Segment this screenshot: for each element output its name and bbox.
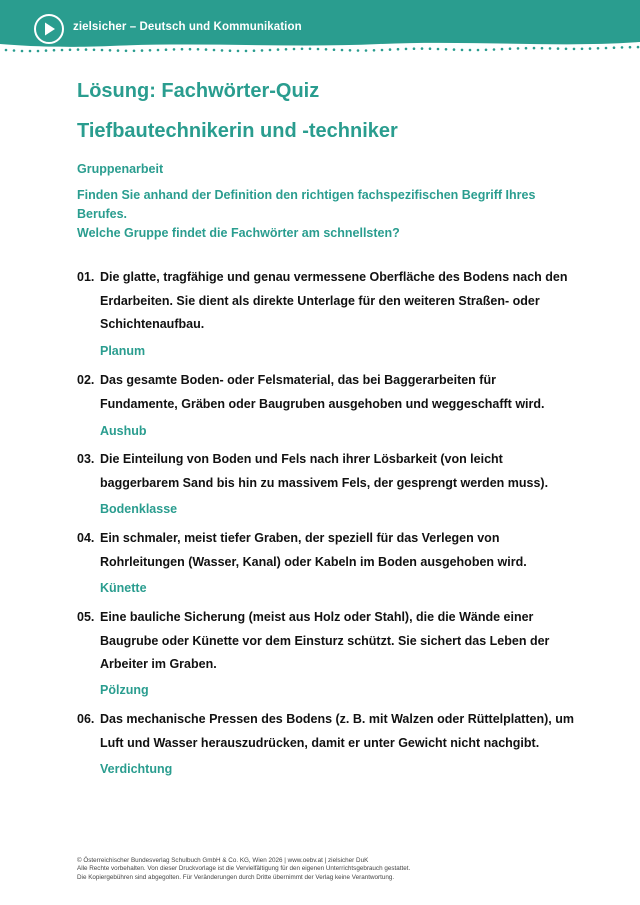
question-item	[77, 708, 577, 755]
answer: Pölzung	[100, 683, 149, 697]
question-text: Die Einteilung von Boden und Fels nach ihrer Lösbarkeit (von leicht baggerbarem Sand bis hin zu massivem Fels, der gesprengt werden muss).	[100, 452, 549, 490]
question-text: Die glatte, tragfähige und genau vermessene Oberfläche des Bodens nach den Erdarbeiten. Sie dient als direkte Unterlage für den weiteren Straßen- oder Schichtenaufbau.	[100, 270, 568, 331]
answer: Bodenklasse	[100, 502, 178, 516]
question-number: 06.	[77, 712, 95, 726]
footer-line-1: © Österreichischer Bundesverlag Schulbuch GmbH & Co. KG, Wien 2026 | www.oebv.at | zielsicher DuK	[77, 857, 369, 864]
question-item	[77, 369, 577, 416]
question-text: Eine bauliche Sicherung (meist aus Holz oder Stahl), die die Wände einer Baugrube oder Künette vor dem Einsturz schützt. Sie sichert das Leben der Arbeiter im Graben.	[100, 610, 550, 671]
group-label: Gruppenarbeit	[77, 162, 164, 176]
question-number: 03.	[77, 452, 95, 466]
page-title: Lösung: Fachwörter-Quiz	[77, 80, 320, 102]
footer-line-3: Die Kopiergebühren sind abgegolten. Für Veränderungen durch Dritte übernimmt der Verlag keine Verantwortung.	[77, 873, 395, 881]
question-number: 05.	[77, 610, 95, 624]
answer: Künette	[100, 581, 147, 595]
footer-copyright	[77, 857, 410, 882]
header-band	[0, 0, 640, 60]
question-text: Das mechanische Pressen des Bodens (z. B. mit Walzen oder Rüttelplatten), um Luft und Wasser herauszudrücken, damit er unter Gewicht nicht nachgibt.	[100, 712, 574, 750]
footer-line-2: Alle Rechte vorbehalten. Von dieser Druckvorlage ist die Vervielfältigung für den eigenen Unterrichtsgebrauch gestattet.	[77, 865, 411, 873]
question-number: 01.	[77, 270, 95, 284]
question-number: 02.	[77, 373, 95, 387]
question-item	[77, 266, 577, 337]
page-subtitle: Tiefbautechnikerin und -techniker	[77, 120, 398, 142]
question-number: 04.	[77, 531, 95, 545]
answer: Planum	[100, 344, 146, 358]
question-item	[77, 527, 577, 574]
instructions-line-2: Welche Gruppe findet die Fachwörter am schnellsten?	[77, 226, 400, 240]
answer: Aushub	[100, 424, 147, 438]
answer: Verdichtung	[100, 762, 173, 776]
brand-name: zielsicher – Deutsch und Kommunikation	[73, 21, 302, 33]
instructions	[77, 186, 587, 243]
question-item	[77, 606, 577, 677]
instructions-line-1: Finden Sie anhand der Definition den richtigen fachspezifischen Begriff Ihres Berufes.	[77, 188, 536, 221]
question-item	[77, 448, 577, 495]
play-icon	[34, 14, 64, 44]
question-text: Ein schmaler, meist tiefer Graben, der speziell für das Verlegen von Rohrleitungen (Wasser, Kanal) oder Kabeln im Boden ausgehoben wird.	[100, 531, 527, 569]
question-text: Das gesamte Boden- oder Felsmaterial, das bei Baggerarbeiten für Fundamente, Gräben oder Baugruben ausgehoben und weggeschafft wird.	[100, 373, 545, 411]
